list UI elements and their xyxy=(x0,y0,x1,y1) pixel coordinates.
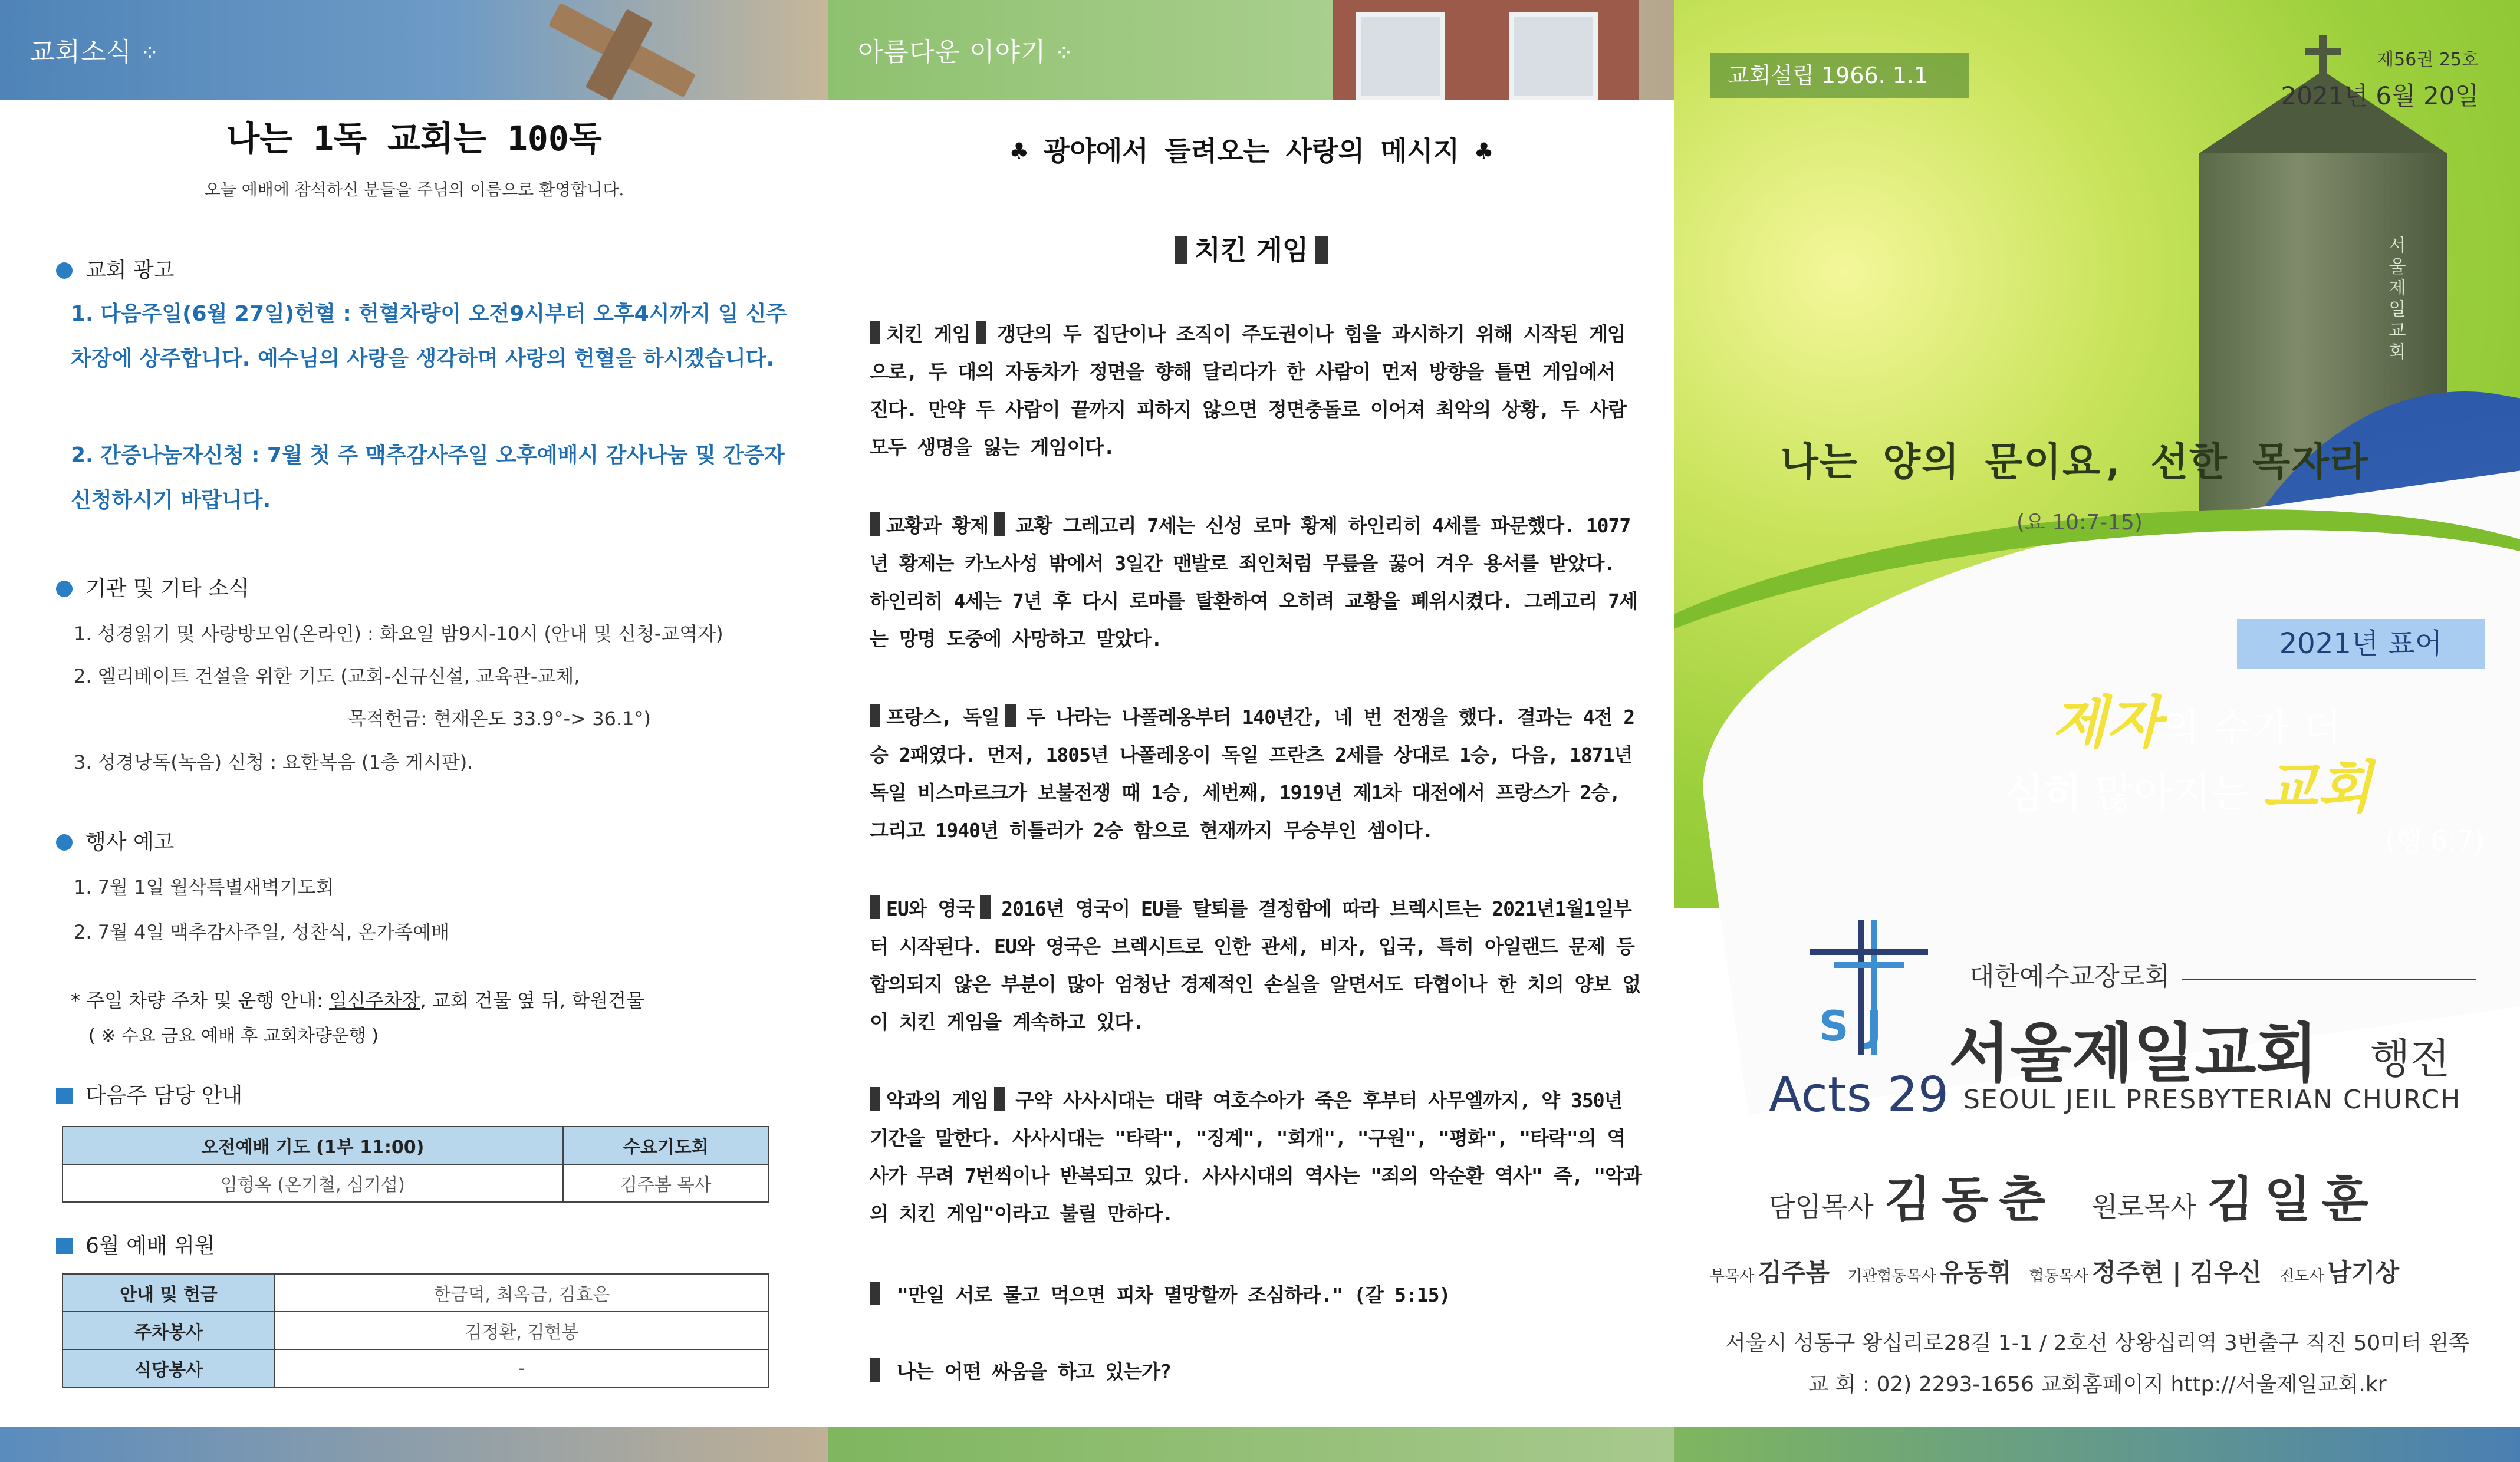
church-name-english: SEOUL JEIL PRESBYTERIAN CHURCH xyxy=(1963,1085,2462,1115)
divider xyxy=(2182,979,2476,980)
scripture-quote: "만일 서로 물고 먹으면 피차 멸망할까 조심하라." (갈 5:15) xyxy=(870,1276,1642,1314)
org-item-2-detail: 목적헌금: 현재온도 33.9°-> 36.1°) xyxy=(348,707,651,730)
square-bullet-icon xyxy=(56,1238,73,1254)
senior-pastor-name: 김동춘 xyxy=(1884,1172,2057,1228)
duty-table xyxy=(62,1126,769,1203)
table-row: 식당봉사 - xyxy=(62,1349,769,1387)
parking-note: * 주일 차량 주차 및 운행 안내: 일신주차장, 교회 건물 옆 뒤, 학원건물 xyxy=(71,989,644,1012)
reflection-question: 나는 어떤 싸움을 하고 있는가? xyxy=(870,1353,1642,1391)
paragraph-tag: 악과의 게임 xyxy=(870,1089,1005,1112)
section-duty: 다음주 담당 안내 xyxy=(56,1079,242,1109)
duty-value-prayer: 임형옥 (온기철, 심기섭) xyxy=(62,1164,563,1202)
logo-letters: SJ xyxy=(1819,1002,1900,1051)
bullet-icon xyxy=(56,834,73,851)
panel-footer-bar xyxy=(0,1427,828,1462)
emeritus-pastor-name: 김일훈 xyxy=(2207,1172,2379,1228)
story-paragraph: EU와 영국 2016년 영국이 EU를 탈퇴를 결정함에 따라 브렉시트는 2021년1월1일부터 시작된다. EU와 영국은 브렉시트로 인한 관세, 비자, 입국, 특히 아일랜드 문제 등 합의되지 않은 부분이 많아 엄청난 경제적인 손실을 알면서도 타협이나 한 치의 양보 없이 치킨 게임을 계속하고 있다. xyxy=(870,890,1642,1041)
tower-signage: 서울제일교회 xyxy=(2385,236,2406,363)
staff-line: 부목사 김주봄 기관협동목사 유동휘 협동목사 정주현 | 김우신 전도사 남기상 xyxy=(1710,1258,2400,1287)
square-bullet-icon xyxy=(56,1088,73,1104)
wooden-cross-image xyxy=(534,11,710,99)
ad-item-2: 2. 간증나눔자신청 : 7월 첫 주 맥추감사주일 오후예배시 감사나눔 및 간증자 신청하시기 바랍니다. xyxy=(71,443,785,512)
story-paragraph: 교황과 황제 교황 그레고리 7세는 신성 로마 황제 하인리히 4세를 파문했다. 1077년 황제는 카노사성 밖에서 3일간 맨발로 죄인처럼 무릎을 꿇어 겨우 용서를 받았다. 하인리히 4세는 7년 후 다시 로마를 탈환하여 오히려 교황을 폐위시켰다. 그레고리 7세는 망명 도중에 사망하고 말았다. xyxy=(870,507,1642,658)
event-item-1: 1. 7월 1일 월삭특별새벽기도회 xyxy=(74,876,334,898)
story-paragraph: 치킨 게임 갱단의 두 집단이나 조직이 주도권이나 힘을 과시하기 위해 시작된 게임으로, 두 대의 자동차가 정면을 향해 달리다가 한 사람이 먼저 방향을 틀면 게임에서 진다. 만약 두 사람이 끝까지 피하지 않으면 정면충돌로 이어져 최악의 상황, 두 사람 모두 생명을 잃는 게임이다. xyxy=(870,315,1642,466)
denomination-label: 대한예수교장로회 xyxy=(1969,962,2170,992)
established-badge: 교회설립 1966. 1.1 xyxy=(1710,53,1969,98)
story-subtitle: 치킨 게임 xyxy=(828,229,1674,268)
section-committee: 6월 예배 위원 xyxy=(56,1229,215,1259)
committee-table xyxy=(62,1273,769,1388)
acts-29-label: Acts 29 xyxy=(1769,1067,1949,1123)
sermon-theme: 나는 양의 문이요, 선한 목자라 xyxy=(1781,439,2369,485)
church-address: 서울시 성동구 왕십리로28길 1-1 / 2호선 상왕십리역 3번출구 직진 50미터 왼쪽 xyxy=(1725,1331,2469,1355)
motto-year-tag: 2021년 표어 xyxy=(2237,619,2485,669)
section-events: 행사 예고 xyxy=(56,825,175,855)
cover-panel xyxy=(1674,0,2520,1462)
paragraph-tag: 교황과 황제 xyxy=(870,514,1005,537)
issue-number: 제56권 25호 xyxy=(2377,50,2479,70)
church-contact: 교 회 : 02) 2293-1656 교회홈페이지 http://서울제일교회.kr xyxy=(1808,1372,2387,1397)
table-row: 안내 및 헌금 한금덕, 최옥금, 김효은 xyxy=(62,1274,769,1312)
welcome-text: 오늘 예배에 참석하신 분들을 주님의 이름으로 환영합니다. xyxy=(204,180,624,199)
parking-note-2: ( ※ 수요 금요 예배 후 교회차량운행 ) xyxy=(88,1026,379,1046)
panel-header-title: 교회소식 ⁘ xyxy=(29,37,160,67)
story-title: ♣ 광야에서 들려오는 사랑의 메시지 ♣ xyxy=(1011,135,1492,167)
event-item-2: 2. 7월 4일 맥추감사주일, 성찬식, 온가족예배 xyxy=(74,921,450,943)
church-news-panel xyxy=(0,0,828,1462)
dots-icon: ⁘ xyxy=(1054,40,1074,66)
bullet-icon xyxy=(56,581,73,597)
paragraph-tag: 프랑스, 독일 xyxy=(870,706,1016,729)
story-paragraph: 악과의 게임 구약 사사시대는 대략 여호수아가 죽은 후부터 사무엘까지, 약 350년 기간을 말한다. 사사시대는 "타락", "징계", "회개", "구원", "평화", "타락"의 역사가 무려 7번씩이나 반복되고 있다. 사사시대의 역사는 "죄의 악순환 역사" 즉, "악과의 치킨 게임"이라고 불릴 만하다. xyxy=(870,1082,1642,1233)
duty-header-wednesday: 수요기도회 xyxy=(563,1127,769,1164)
panel-header xyxy=(828,0,1674,100)
duty-header-prayer: 오전예배 기도 (1부 11:00) xyxy=(62,1127,563,1164)
sermon-reference: (요 10:7-15) xyxy=(2016,511,2143,535)
panel-header xyxy=(0,0,828,100)
org-item-1: 1. 성경읽기 및 사랑방모임(온라인) : 화요일 밤9시-10시 (안내 및 신청-교역자) xyxy=(74,623,723,645)
table-row: 주차봉사 김정환, 김현봉 xyxy=(62,1312,769,1349)
dots-icon: ⁘ xyxy=(140,40,160,66)
story-paragraph: 프랑스, 독일 두 나라는 나폴레옹부터 140년간, 네 번 전쟁을 했다. 결과는 4전 2승 2패였다. 먼저, 1805년 나폴레옹이 독일 프란츠 2세를 상대로 1승, 다음, 1871년 독일 비스마르크가 보불전쟁 때 1승, 세번째, 1919년 제1차 대전에서 프랑스가 2승, 그리고 1940년 히틀러가 2승 함으로 현재까지 무승부인 셈이다. xyxy=(870,699,1642,849)
story-panel xyxy=(828,0,1674,1462)
paragraph-tag: EU와 영국 xyxy=(870,897,991,920)
panel-footer-bar xyxy=(828,1427,1674,1462)
motto-line-1: 제자의 수가 더 xyxy=(2052,690,2342,756)
page-title: 나는 1독 교회는 100독 xyxy=(226,118,602,159)
motto-reference: (행 6:7) xyxy=(2385,825,2485,857)
bullet-icon xyxy=(56,262,73,279)
section-church-ads: 교회 광고 xyxy=(56,253,175,284)
ad-item-1: 1. 다음주일(6월 27일)헌혈 : 헌혈차량이 오전9시부터 오후4시까지 일 신주차장에 상주합니다. 예수님의 사랑을 생각하며 사랑의 헌혈을 하시겠습니다. xyxy=(71,302,787,371)
church-name: 서울제일교회 xyxy=(1949,1017,2318,1091)
paragraph-tag: 치킨 게임 xyxy=(870,322,986,345)
house-window-image xyxy=(1333,0,1639,100)
panel-header-title: 아름다운 이야기 ⁘ xyxy=(858,37,1074,67)
church-logo xyxy=(1810,920,1928,1055)
panel-footer-bar xyxy=(1674,1427,2520,1462)
section-org-news: 기관 및 기타 소식 xyxy=(56,572,249,602)
org-item-3: 3. 성경낭독(녹음) 신청 : 요한복음 (1층 게시판). xyxy=(74,751,473,773)
pastors-line: 담임목사 김동춘 원로목사 김일훈 xyxy=(1769,1172,2379,1228)
bulletin-date: 2021년 6월 20일 xyxy=(2281,81,2479,110)
church-name-suffix: 행전 xyxy=(2370,1035,2450,1083)
motto-line-2: 심히 많아지는 교회 xyxy=(2005,755,2372,821)
org-item-2: 2. 엘리베이트 건설을 위한 기도 (교회-신규신설, 교육관-교체, xyxy=(74,665,580,687)
duty-value-wednesday: 김주봄 목사 xyxy=(563,1164,769,1202)
